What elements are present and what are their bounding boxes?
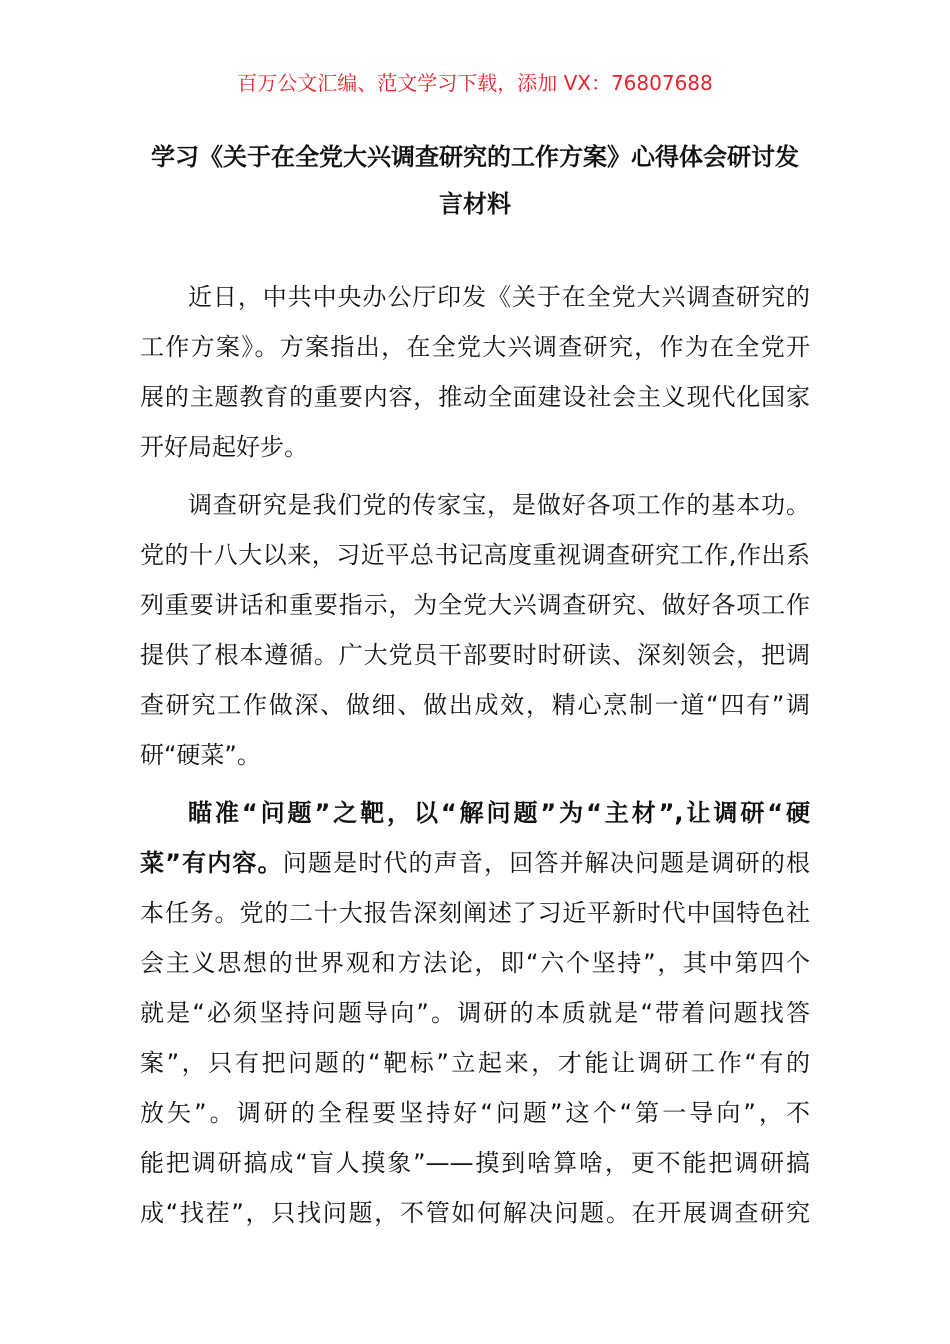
document-body bbox=[140, 272, 810, 1246]
text-line: 开好局起好步。 bbox=[140, 433, 308, 461]
text-line: 放矢”。调研的全程要坚持好“问题”这个“第一导向”，不 bbox=[140, 1099, 810, 1127]
document-title bbox=[140, 134, 810, 228]
text-line: 本任务。党的二十大报告深刻阐述了习近平新时代中国特色社 bbox=[140, 899, 810, 927]
text-line: 列重要讲话和重要指示，为全党大兴调查研究、做好各项工作 bbox=[140, 591, 810, 619]
bold-heading: 菜”有内容。 bbox=[140, 849, 283, 877]
text-line: 就是“必须坚持问题导向”。调研的本质就是“带着问题找答 bbox=[140, 999, 810, 1027]
title-line: 学习《关于在全党大兴调查研究的工作方案》心得体会研讨发 bbox=[151, 143, 799, 171]
watermark-header: 百万公文汇编、范文学习下载，添加 VX：76807688 bbox=[237, 71, 713, 95]
text-line bbox=[140, 838, 810, 888]
text-line: 近日，中共中央办公厅印发《关于在全党大兴调查研究的 bbox=[188, 283, 810, 311]
text-run: 问题是时代的声音，回答并解决问题是调研的根 bbox=[282, 849, 810, 877]
text-line: 成“找茬”，只找问题，不管如何解决问题。在开展调查研究 bbox=[140, 1199, 810, 1227]
text-line: 工作方案》。方案指出，在全党大兴调查研究，作为在全党开 bbox=[140, 333, 810, 361]
text-line: 调查研究是我们党的传家宝，是做好各项工作的基本功。 bbox=[188, 491, 810, 519]
text-line bbox=[140, 788, 810, 838]
paragraph-3 bbox=[140, 788, 810, 1238]
text-line: 案”，只有把问题的“靶标”立起来，才能让调研工作“有的 bbox=[140, 1049, 810, 1077]
text-line: 能把调研搞成“盲人摸象”——摸到啥算啥，更不能把调研搞 bbox=[140, 1149, 810, 1177]
bold-heading: 瞄准“问题”之靶，以“解问题”为“主材”,让调研“硬 bbox=[188, 799, 810, 827]
text-line: 提供了根本遵循。广大党员干部要时时研读、深刻领会，把调 bbox=[140, 641, 810, 669]
title-line: 言材料 bbox=[439, 190, 511, 218]
text-line: 会主义思想的世界观和方法论，即“六个坚持”，其中第四个 bbox=[140, 949, 810, 977]
text-line: 研“硬菜”。 bbox=[140, 741, 261, 769]
text-line: 党的十八大以来，习近平总书记高度重视调查研究工作,作出系 bbox=[140, 541, 810, 569]
text-line: 查研究工作做深、做细、做出成效，精心烹制一道“四有”调 bbox=[140, 691, 810, 719]
paragraph-1 bbox=[140, 272, 810, 472]
paragraph-2 bbox=[140, 480, 810, 780]
text-line: 展的主题教育的重要内容，推动全面建设社会主义现代化国家 bbox=[140, 383, 810, 411]
